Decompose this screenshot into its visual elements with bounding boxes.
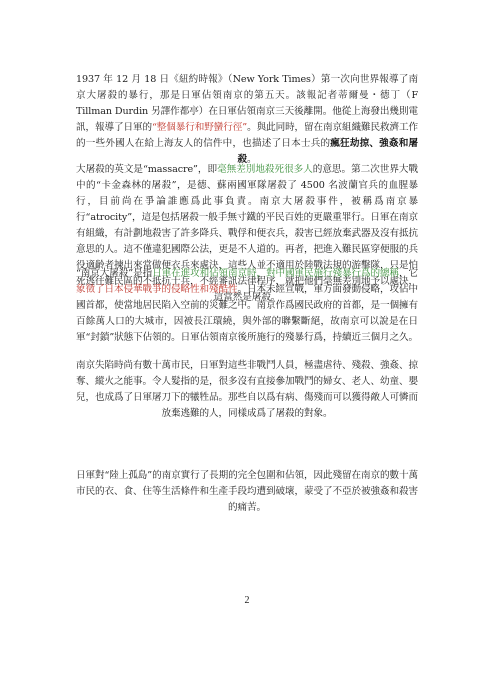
text-segment: “南京大屠殺”是指: [76, 268, 153, 279]
text-segment: 1937 年 12 月 18 日《紐約時報》（New York Times）第一次向世界報導了南京大屠殺的暴行，那是日軍佔領南京的第五天。該報記者蒂爾曼・德丁（F Tillman Durdin 另譯作都亭）在日軍佔領南京三天後離開。他從上海發出幾則電訊，報導了日軍的: [76, 74, 418, 133]
text-segment: 日軍對“陸上孤島”的南京實行了長期的完全包圍和佔領，因此殘留在南京的數十萬市民的衣、食、住等生活條件和生產手段均遭到破壞，蒙受了不亞於被強姦和殺害的痛苦。: [76, 470, 418, 513]
text-segment: 的意思。第二次世界大戰中的“卡金森林的屠殺”，是德、蘇兩國軍隊屠殺了 4500 名波蘭官兵的血腥暴行，目前尚在爭論誰應爲此事負責。南京大屠殺事件，被稱爲南京暴行“atrocity”，這是包括屠殺一般手無寸鐵的平民百姓的更嚴重罪行。日軍在南京有組織，有計劃地殺害了許多降兵、戰俘和便衣兵，殺害已經放棄武器及沒有抵抗意思的人。這不僅違犯國際公法，更是不人道的。再者，把進入難民區穿便服的兵役適齡者揀出來當做便衣兵來處決，這些人並不適用於陸戰法規的游擊隊，只是怕死逃往難民區的不抵抗士兵，不經審訊法律程序，就把他們毫無差別地予以處決，這當然是屠殺。: [76, 164, 418, 303]
text-segment: 南京失陷時尚有數十萬市民，日軍對這些非戰鬥人員，極盡虐待、殘殺、強姦、掠奪、縱火之能事。令人髮指的是，很多沒有直接參加戰鬥的婦女、老人、幼童、嬰兒，也成爲了日軍屠刀下的犧牲品。那些自以爲有病、傷殘而可以獲得敵人可憐而放棄逃難的人，同樣成爲了屠殺的對象。: [76, 360, 418, 419]
paragraph-4: [76, 358, 418, 422]
text-segment: 。與此同時，留在南京組織難民救濟工作的一些外國人在給上海友人的信件中，也描述了日本士兵的: [76, 122, 419, 149]
text-segment: 瘋狂劫掠、強姦和屠殺: [237, 138, 418, 165]
paragraph-1: [76, 72, 418, 168]
page-number: 2: [244, 595, 250, 606]
text-segment: 毫無差別地殺死很多人: [217, 164, 313, 175]
paragraph-3: [76, 266, 418, 346]
text-segment: ，它: [399, 268, 418, 279]
text-segment: 。: [247, 154, 257, 165]
paragraph-5: [76, 468, 418, 516]
text-segment: 象徵了日本侵華戰爭的侵略性和殘酷性: [76, 284, 238, 295]
text-segment: 大屠殺的英文是“massacre”，即: [76, 164, 218, 175]
text-segment: 日軍在進攻和佔領南京時，對中國軍民施行殘暴行爲的總稱: [152, 268, 399, 279]
text-segment: 。日本未經宣戰，軍方面發動侵略，攻佔中國首都，使當地居民陷入空前的災難之中。南京作爲國民政府的首都，是一個擁有百餘萬人口的大城市，因被長江環繞，與外部的聯繫斷絕，故南京可以說是在日軍“封鎖”狀態下佔領的。日軍佔領南京後所施行的殘暴行爲，持續近三個月之久。: [76, 284, 418, 343]
text-segment: “整個暴行和野蠻行徑”: [151, 122, 248, 133]
